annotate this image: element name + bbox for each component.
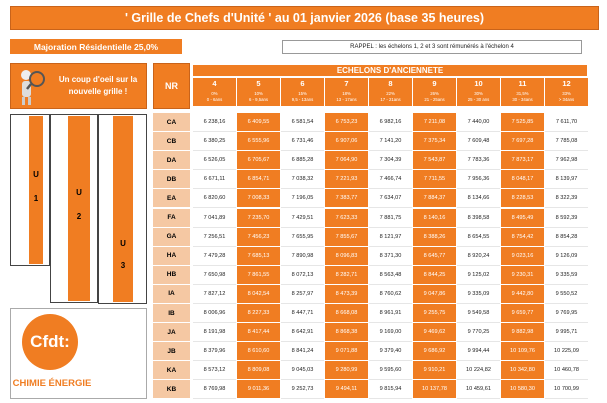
salary-cell: 7 141,20 xyxy=(369,132,412,151)
cfdt-logo-mark: Cfdt: xyxy=(22,314,78,370)
echelon-col-sub xyxy=(501,89,544,106)
salary-cell: 7 196,05 xyxy=(281,189,324,208)
salary-cell: 8 096,83 xyxy=(325,247,368,266)
salary-cell: 9 910,21 xyxy=(413,361,456,380)
salary-cell: 8 854,28 xyxy=(545,228,588,247)
echelon-col-header: 11 xyxy=(501,78,544,89)
echelon-col-range: 6 - 9,5ans xyxy=(248,97,269,102)
salary-cell: 8 379,96 xyxy=(193,342,236,361)
salary-cell: 10 137,78 xyxy=(413,380,456,399)
echelon-col-range: > 34ans xyxy=(558,97,575,102)
echelon-col-header: 8 xyxy=(369,78,412,89)
group-u1-letter: U xyxy=(33,170,39,179)
echelon-col-sub xyxy=(545,89,588,106)
salary-cell: 9 047,86 xyxy=(413,285,456,304)
row-code: DB xyxy=(153,170,190,189)
salary-cell: 9 659,77 xyxy=(501,304,544,323)
echelon-col-header: 6 xyxy=(281,78,324,89)
echelon-col-range: 9,5 - 13ans xyxy=(291,97,314,102)
group-u1-number: 1 xyxy=(33,194,39,203)
salary-cell: 7 429,51 xyxy=(281,209,324,228)
salary-cell: 8 592,39 xyxy=(545,209,588,228)
salary-cell: 10 225,09 xyxy=(545,342,588,361)
salary-cell: 9 230,31 xyxy=(501,266,544,285)
salary-cell: 7 827,12 xyxy=(193,285,236,304)
salary-cell: 8 282,71 xyxy=(325,266,368,285)
salary-cell: 9 442,80 xyxy=(501,285,544,304)
magnifier-man-icon xyxy=(15,67,47,107)
salary-cell: 8 006,96 xyxy=(193,304,236,323)
salary-cell: 6 705,67 xyxy=(237,151,280,170)
echelon-col-sub xyxy=(193,89,236,106)
salary-cell: 7 685,13 xyxy=(237,247,280,266)
row-code: GA xyxy=(153,228,190,247)
salary-cell: 8 868,38 xyxy=(325,323,368,342)
salary-cell: 8 447,71 xyxy=(281,304,324,323)
salary-cell: 7 008,33 xyxy=(237,189,280,208)
salary-cell: 6 380,25 xyxy=(193,132,236,151)
salary-cell: 8 140,16 xyxy=(413,209,456,228)
salary-cell: 9 011,36 xyxy=(237,380,280,399)
salary-cell: 7 956,36 xyxy=(457,170,500,189)
echelon-col-sub xyxy=(325,89,368,106)
salary-cell: 8 809,08 xyxy=(237,361,280,380)
salary-cell: 7 962,98 xyxy=(545,151,588,170)
salary-cell: 9 882,98 xyxy=(501,323,544,342)
salary-cell: 6 555,96 xyxy=(237,132,280,151)
salary-cell: 8 642,91 xyxy=(281,323,324,342)
echelons-header: ECHELONS D'ANCIENNETE xyxy=(193,65,587,76)
salary-cell: 9 252,73 xyxy=(281,380,324,399)
salary-cell: 7 440,00 xyxy=(457,113,500,132)
salary-cell: 7 383,77 xyxy=(325,189,368,208)
salary-cell: 7 884,37 xyxy=(413,189,456,208)
salary-cell: 10 459,61 xyxy=(457,380,500,399)
nr-header: NR xyxy=(153,63,190,109)
salary-cell: 7 479,28 xyxy=(193,247,236,266)
echelon-col-pct: 26% xyxy=(430,91,439,96)
salary-cell: 9 045,03 xyxy=(281,361,324,380)
echelon-col-sub xyxy=(369,89,412,106)
echelon-col-header: 4 xyxy=(193,78,236,89)
salary-cell: 9 126,09 xyxy=(545,247,588,266)
salary-cell: 8 841,24 xyxy=(281,342,324,361)
salary-cell: 8 754,42 xyxy=(501,228,544,247)
salary-cell: 9 379,40 xyxy=(369,342,412,361)
row-code: JB xyxy=(153,342,190,361)
salary-cell: 6 731,46 xyxy=(281,132,324,151)
salary-cell: 7 611,70 xyxy=(545,113,588,132)
salary-cell: 7 873,17 xyxy=(501,151,544,170)
salary-cell: 7 038,32 xyxy=(281,170,324,189)
salary-cell: 8 388,26 xyxy=(413,228,456,247)
salary-cell: 8 573,12 xyxy=(193,361,236,380)
salary-cell: 8 645,77 xyxy=(413,247,456,266)
salary-cell: 10 342,80 xyxy=(501,361,544,380)
salary-cell: 8 072,13 xyxy=(281,266,324,285)
salary-cell: 9 595,60 xyxy=(369,361,412,380)
majoration-banner: Majoration Résidentielle 25,0% xyxy=(10,39,182,54)
echelon-col-sub xyxy=(237,89,280,106)
row-code: DA xyxy=(153,151,190,170)
echelon-col-pct: 22% xyxy=(386,91,395,96)
salary-cell: 8 961,91 xyxy=(369,304,412,323)
salary-cell: 6 885,28 xyxy=(281,151,324,170)
salary-cell: 8 322,39 xyxy=(545,189,588,208)
salary-cell: 7 634,07 xyxy=(369,189,412,208)
salary-cell: 8 227,33 xyxy=(237,304,280,323)
salary-cell: 8 610,60 xyxy=(237,342,280,361)
row-code: KB xyxy=(153,380,190,399)
row-code: CA xyxy=(153,113,190,132)
rappel-note: RAPPEL : les échelons 1, 2 et 3 sont rémunérés à l'échelon 4 xyxy=(282,40,582,54)
promo-text: Un coup d'oeil sur la nouvelle grille ! xyxy=(58,75,138,96)
echelon-col-range: 25 - 30 ans xyxy=(467,97,490,102)
salary-cell: 8 228,53 xyxy=(501,189,544,208)
salary-cell: 9 335,59 xyxy=(545,266,588,285)
salary-cell: 9 994,44 xyxy=(457,342,500,361)
salary-cell: 8 371,30 xyxy=(369,247,412,266)
salary-cell: 8 257,97 xyxy=(281,285,324,304)
salary-cell: 10 580,30 xyxy=(501,380,544,399)
salary-cell: 7 466,74 xyxy=(369,170,412,189)
salary-cell: 9 769,95 xyxy=(545,304,588,323)
salary-cell: 9 686,92 xyxy=(413,342,456,361)
row-code: JA xyxy=(153,323,190,342)
salary-cell: 9 125,02 xyxy=(457,266,500,285)
salary-cell: 7 711,55 xyxy=(413,170,456,189)
salary-cell: 9 995,71 xyxy=(545,323,588,342)
salary-cell: 7 235,70 xyxy=(237,209,280,228)
salary-cell: 8 134,66 xyxy=(457,189,500,208)
salary-cell: 7 650,98 xyxy=(193,266,236,285)
salary-cell: 8 473,39 xyxy=(325,285,368,304)
echelon-col-range: 30 - 34ans xyxy=(512,97,533,102)
echelon-col-header: 9 xyxy=(413,78,456,89)
salary-cell: 8 042,54 xyxy=(237,285,280,304)
salary-cell: 7 697,28 xyxy=(501,132,544,151)
salary-cell: 9 255,75 xyxy=(413,304,456,323)
echelon-col-header: 5 xyxy=(237,78,280,89)
cfdt-logo-text: CHIMIE ÉNERGIE xyxy=(12,378,92,389)
group-u2-letter: U xyxy=(76,188,82,197)
salary-cell: 6 238,16 xyxy=(193,113,236,132)
echelon-col-pct: 0% xyxy=(211,91,218,96)
salary-cell: 6 820,60 xyxy=(193,189,236,208)
salary-cell: 7 655,95 xyxy=(281,228,324,247)
salary-cell: 9 815,94 xyxy=(369,380,412,399)
salary-cell: 7 785,08 xyxy=(545,132,588,151)
salary-cell: 7 855,67 xyxy=(325,228,368,247)
echelon-col-pct: 15% xyxy=(298,91,307,96)
salary-cell: 9 550,52 xyxy=(545,285,588,304)
salary-cell: 8 398,58 xyxy=(457,209,500,228)
salary-cell: 7 456,23 xyxy=(237,228,280,247)
salary-cell: 9 335,09 xyxy=(457,285,500,304)
salary-cell: 9 071,88 xyxy=(325,342,368,361)
salary-cell: 9 494,11 xyxy=(325,380,368,399)
salary-cell: 6 671,11 xyxy=(193,170,236,189)
row-code: FA xyxy=(153,209,190,228)
echelon-col-sub xyxy=(281,89,324,106)
salary-cell: 8 654,55 xyxy=(457,228,500,247)
echelon-col-header: 12 xyxy=(545,78,588,89)
salary-cell: 9 549,58 xyxy=(457,304,500,323)
salary-cell: 9 280,99 xyxy=(325,361,368,380)
salary-cell: 9 469,62 xyxy=(413,323,456,342)
salary-cell: 8 668,08 xyxy=(325,304,368,323)
salary-cell: 6 581,54 xyxy=(281,113,324,132)
row-code: EA xyxy=(153,189,190,208)
echelon-col-pct: 31,5% xyxy=(516,91,529,96)
salary-cell: 7 256,51 xyxy=(193,228,236,247)
echelon-col-header: 10 xyxy=(457,78,500,89)
page-title: ' Grille de Chefs d'Unité ' au 01 janvier 2026 (base 35 heures) xyxy=(10,6,599,30)
row-code: HB xyxy=(153,266,190,285)
salary-cell: 9 770,25 xyxy=(457,323,500,342)
echelon-col-pct: 10% xyxy=(254,91,263,96)
echelon-col-pct: 18% xyxy=(342,91,351,96)
salary-cell: 7 861,55 xyxy=(237,266,280,285)
salary-cell: 8 191,98 xyxy=(193,323,236,342)
echelon-col-sub xyxy=(413,89,456,106)
group-u2-number: 2 xyxy=(76,212,82,221)
salary-cell: 7 375,34 xyxy=(413,132,456,151)
salary-cell: 10 109,76 xyxy=(501,342,544,361)
salary-cell: 8 760,62 xyxy=(369,285,412,304)
salary-cell: 6 409,55 xyxy=(237,113,280,132)
row-code: IB xyxy=(153,304,190,323)
row-code: HA xyxy=(153,247,190,266)
echelon-col-range: 21 - 25ans xyxy=(424,97,445,102)
salary-cell: 6 753,23 xyxy=(325,113,368,132)
group-u3-letter: U xyxy=(120,239,126,248)
salary-cell: 6 854,71 xyxy=(237,170,280,189)
echelon-col-range: 17 - 21ans xyxy=(380,97,401,102)
salary-cell: 7 783,36 xyxy=(457,151,500,170)
salary-cell: 8 048,17 xyxy=(501,170,544,189)
salary-cell: 8 769,98 xyxy=(193,380,236,399)
salary-cell: 7 525,85 xyxy=(501,113,544,132)
echelon-col-range: 0 - 6ans xyxy=(206,97,223,102)
salary-cell: 7 304,39 xyxy=(369,151,412,170)
salary-cell: 7 890,98 xyxy=(281,247,324,266)
echelon-col-range: 13 - 17ans xyxy=(336,97,357,102)
salary-cell: 7 609,48 xyxy=(457,132,500,151)
salary-cell: 7 623,33 xyxy=(325,209,368,228)
row-code: IA xyxy=(153,285,190,304)
salary-cell: 7 543,87 xyxy=(413,151,456,170)
salary-cell: 8 121,97 xyxy=(369,228,412,247)
salary-cell: 8 417,44 xyxy=(237,323,280,342)
salary-cell: 7 881,75 xyxy=(369,209,412,228)
salary-cell: 8 920,24 xyxy=(457,247,500,266)
row-code: KA xyxy=(153,361,190,380)
salary-cell: 10 460,78 xyxy=(545,361,588,380)
salary-cell: 7 041,89 xyxy=(193,209,236,228)
row-code: CB xyxy=(153,132,190,151)
echelon-col-header: 7 xyxy=(325,78,368,89)
salary-cell: 10 700,99 xyxy=(545,380,588,399)
salary-cell: 8 563,48 xyxy=(369,266,412,285)
salary-cell: 8 844,25 xyxy=(413,266,456,285)
echelon-col-pct: 33% xyxy=(562,91,571,96)
salary-cell: 7 064,90 xyxy=(325,151,368,170)
salary-cell: 10 224,82 xyxy=(457,361,500,380)
salary-cell: 7 211,08 xyxy=(413,113,456,132)
salary-cell: 9 023,16 xyxy=(501,247,544,266)
salary-cell: 6 907,06 xyxy=(325,132,368,151)
echelon-col-sub xyxy=(457,89,500,106)
salary-cell: 8 495,49 xyxy=(501,209,544,228)
salary-cell: 7 221,93 xyxy=(325,170,368,189)
echelon-col-pct: 30% xyxy=(474,91,483,96)
salary-cell: 9 169,00 xyxy=(369,323,412,342)
group-u3-number: 3 xyxy=(120,261,126,270)
salary-cell: 8 139,97 xyxy=(545,170,588,189)
salary-cell: 6 526,05 xyxy=(193,151,236,170)
salary-cell: 6 982,16 xyxy=(369,113,412,132)
